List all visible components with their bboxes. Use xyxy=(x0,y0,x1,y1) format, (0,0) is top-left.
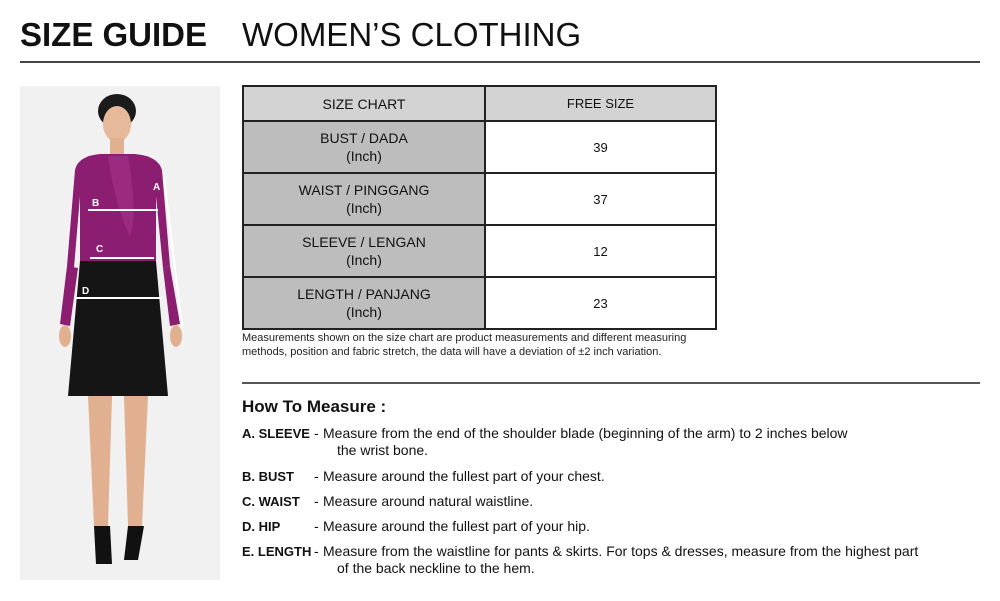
how-to-measure-title: How To Measure : xyxy=(242,397,387,416)
row-unit-text: (Inch) xyxy=(346,200,382,216)
step-key-bust: B. BUST xyxy=(242,469,294,484)
page-subtitle: WOMEN’S CLOTHING xyxy=(242,16,582,53)
left-hand-shape xyxy=(59,325,71,347)
table-row xyxy=(243,225,716,277)
skirt-shape xyxy=(68,261,168,396)
step-dash: - xyxy=(314,468,319,484)
step-key-sleeve: A. SLEEVE xyxy=(242,426,310,441)
row-label-bust xyxy=(243,121,485,173)
step-line-cont: the wrist bone. xyxy=(337,442,429,458)
table-header-row xyxy=(243,86,716,121)
figure-label-a: A xyxy=(153,182,161,193)
right-leg-shape xyxy=(124,396,148,536)
row-unit-text: (Inch) xyxy=(346,252,382,268)
size-chart-table xyxy=(242,85,717,330)
list-item xyxy=(242,468,982,485)
step-line: Measure from the waistline for pants & skirts. For tops & dresses, measure from the highest part xyxy=(323,543,919,559)
left-leg-shape xyxy=(88,396,112,536)
step-key-waist: C. WAIST xyxy=(242,494,300,509)
list-item xyxy=(242,543,982,577)
neck-shape xyxy=(110,138,124,154)
list-item xyxy=(242,493,982,510)
step-desc-sleeve xyxy=(323,425,982,459)
right-shoe-shape xyxy=(124,526,144,560)
list-item xyxy=(242,518,982,535)
left-shoe-shape xyxy=(94,526,112,564)
figure-label-c: C xyxy=(96,244,104,255)
row-label-sleeve xyxy=(243,225,485,277)
step-desc-hip: Measure around the fullest part of your hip. xyxy=(323,518,590,534)
row-unit-text: (Inch) xyxy=(346,304,382,320)
page-title: SIZE GUIDE xyxy=(20,16,208,53)
row-value-waist: 37 xyxy=(485,173,716,225)
free-size-header: FREE SIZE xyxy=(485,86,716,121)
row-value-length: 23 xyxy=(485,277,716,329)
list-item xyxy=(242,425,982,459)
row-unit-text: (Inch) xyxy=(346,148,382,164)
table-row xyxy=(243,121,716,173)
right-hand-shape xyxy=(170,325,182,347)
row-label-text: SLEEVE / LENGAN xyxy=(302,234,426,250)
size-chart-header: SIZE CHART xyxy=(243,86,485,121)
row-label-text: LENGTH / PANJANG xyxy=(297,286,431,302)
header-divider xyxy=(20,61,980,63)
figure-label-d: D xyxy=(82,286,90,297)
row-label-text: WAIST / PINGGANG xyxy=(298,182,430,198)
row-label-length xyxy=(243,277,485,329)
step-desc-length xyxy=(323,543,982,577)
table-row xyxy=(243,173,716,225)
step-line: Measure from the end of the shoulder blade (beginning of the arm) to 2 inches below xyxy=(323,425,848,441)
row-value-sleeve: 12 xyxy=(485,225,716,277)
face-shape xyxy=(103,106,131,142)
note-line-2: methods, position and fabric stretch, the data will have a deviation of ±2 inch variation. xyxy=(242,346,662,358)
step-dash: - xyxy=(314,425,319,441)
how-to-measure-list xyxy=(242,425,982,576)
figure-label-b: B xyxy=(92,198,100,209)
step-dash: - xyxy=(314,543,319,559)
step-key-hip: D. HIP xyxy=(242,519,281,534)
step-desc-bust: Measure around the fullest part of your chest. xyxy=(323,468,605,484)
step-line-cont: of the back neckline to the hem. xyxy=(337,560,535,576)
note-line-1: Measurements shown on the size chart are product measurements and different measuring xyxy=(242,332,687,344)
step-key-length: E. LENGTH xyxy=(242,544,312,559)
step-dash: - xyxy=(314,518,319,534)
model-illustration xyxy=(20,86,220,580)
row-value-bust: 39 xyxy=(485,121,716,173)
table-row xyxy=(243,277,716,329)
measurement-note xyxy=(242,331,762,359)
step-dash: - xyxy=(314,493,319,509)
section-divider xyxy=(242,382,980,384)
row-label-text: BUST / DADA xyxy=(320,130,408,146)
step-desc-waist: Measure around natural waistline. xyxy=(323,493,534,509)
model-figure xyxy=(20,86,220,580)
row-label-waist xyxy=(243,173,485,225)
